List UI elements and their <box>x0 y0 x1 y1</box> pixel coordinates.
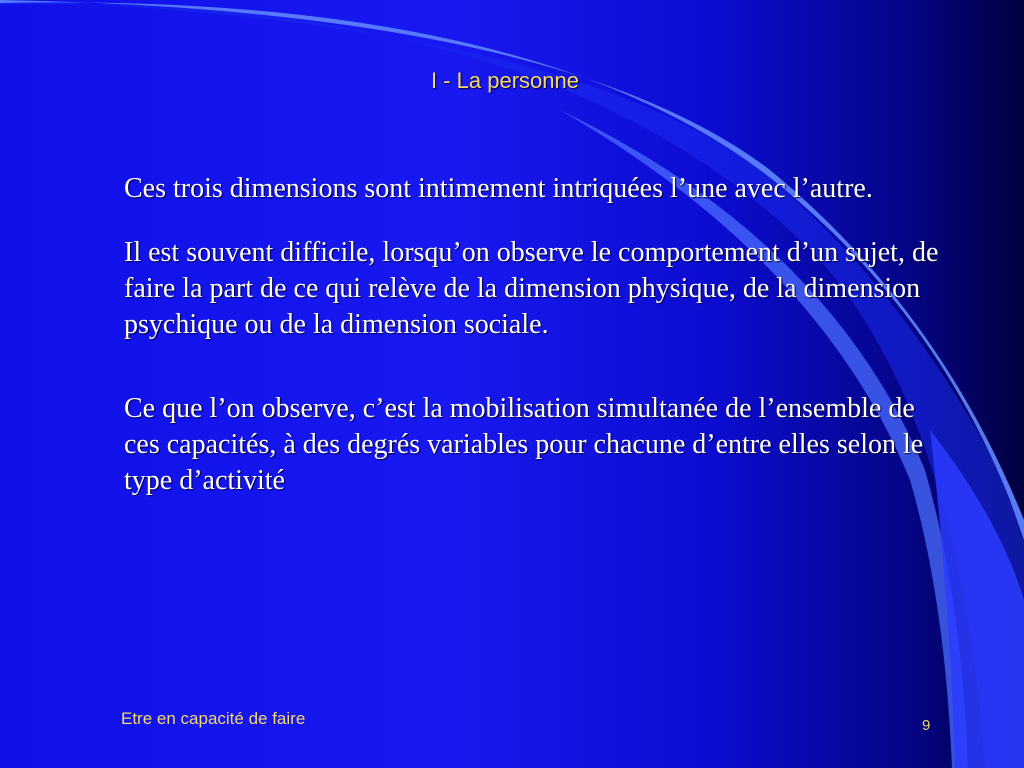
slide-body <box>124 171 944 499</box>
paragraph-difficult-to-separate: Il est souvent difficile, lorsqu’on observe le comportement d’un sujet, de faire la part de ce qui relève de la dimension physique, de la dimension psychique ou de la dimension sociale. <box>124 237 939 340</box>
paragraph-dimensions-intertwined: Ces trois dimensions sont intimement intriquées l’une avec l’autre. <box>124 173 873 204</box>
slide-footer: Etre en capacité de faire <box>121 709 306 728</box>
page-number: 9 <box>922 717 931 734</box>
paragraph-simultaneous-mobilisation: Ce que l’on observe, c’est la mobilisation simultanée de l’ensemble de ces capacités, à des degrés variables pour chacune d’entre elles selon le type d’activité <box>124 393 924 496</box>
slide-title: I - La personne <box>431 68 579 93</box>
